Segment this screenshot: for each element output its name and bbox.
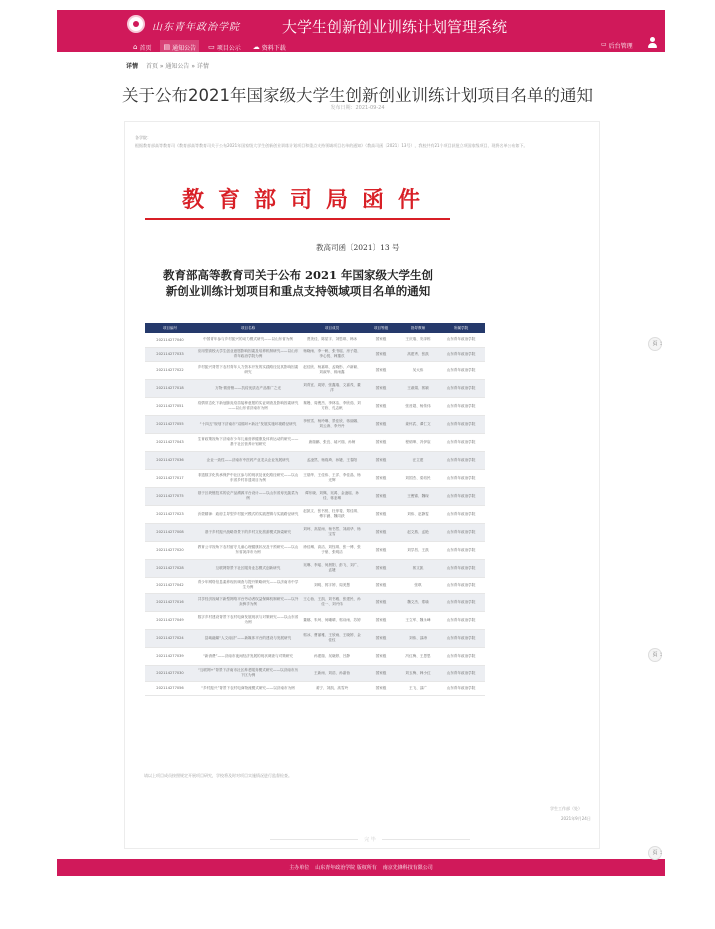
end-label: 完 毕 (364, 837, 376, 843)
table-cell: 山东青年政治学院 (437, 629, 485, 647)
table-cell: 国家级 (363, 611, 399, 629)
table-row (145, 523, 485, 541)
table-row (145, 593, 485, 611)
table-cell: 202114277056 (145, 681, 195, 695)
admin-link[interactable] (601, 41, 633, 50)
table-cell: 魏文杰、郑瑜 (399, 593, 437, 611)
table-row (145, 505, 485, 523)
page-icon[interactable]: 页 : (648, 337, 662, 351)
signature-date: 2021年9月24日 (561, 816, 591, 821)
table-cell: 国家级 (363, 559, 399, 577)
column-header: 项目等级 (363, 323, 399, 333)
table-cell: 数字乡村建设背景下农村电商发展现状与对策研究——以山东省为例 (195, 611, 301, 629)
table-cell: 刘明、郭宇婷、周美慧 (301, 577, 363, 593)
table-cell: 202114277024 (145, 629, 195, 647)
table-cell: 202114277017 (145, 469, 195, 487)
table-cell: “新消费”——济南市夜间经济发展的现状调查与对策研究 (195, 647, 301, 665)
table-cell: 202114277018 (145, 379, 195, 397)
table-cell: 山东青年政治学院 (437, 505, 485, 523)
table-cell: 共享经济视域下新型网络平台劳动者权益保障机制研究——以外卖骑手为例 (195, 593, 301, 611)
table-cell: 202114277022 (145, 361, 195, 379)
table-row (145, 611, 485, 629)
breadcrumb-path[interactable]: 首页 » 通知公告 » 详情 (145, 63, 209, 70)
table-cell: 郭冰、曹丽雅、王欣雨、王晓婷、金佳仪 (301, 629, 363, 647)
table-cell: 202114277043 (145, 433, 195, 451)
column-header: 所属学院 (437, 323, 485, 333)
project-table (145, 323, 485, 696)
table-cell: 国家级 (363, 629, 399, 647)
table-cell: 国家级 (363, 361, 399, 379)
table-cell: 徐佳琳、高洁、刘钰琪、张一博、张子豪、张明洁 (301, 541, 363, 559)
table-cell: 姜怀武、谭仁文 (399, 415, 437, 433)
table-cell: 山东青年政治学院 (437, 433, 485, 451)
document-title: 教育部高等教育司关于公布 2021 年国家级大学生创新创业训练计划项目和重点支持领域项目名单的通知 (163, 268, 434, 298)
table-cell: 山东青年政治学院 (437, 451, 485, 469)
table-cell: 张琪 (399, 577, 437, 593)
table-cell: 郭文凯 (399, 559, 437, 577)
table-cell: 山东青年政治学院 (437, 559, 485, 577)
table-cell: 互联网背景下社区服务业态模式创新研究 (195, 559, 301, 577)
table-cell: 赵佳欣、杨嘉琪、孟晓彤、卢新颖、刘淑华、蒋雨鑫 (301, 361, 363, 379)
footer-support: 南京先锋科技有限公司 (382, 865, 433, 871)
table-cell: 赵文燕、孟艳 (399, 523, 437, 541)
document-number: 教高司函〔2021〕13 号 (316, 243, 400, 252)
table-cell: 山东青年政治学院 (437, 379, 485, 397)
table-cell: 王心怡、王凯、刘书雅、张建民、孙佳一、刘兴伟 (301, 593, 363, 611)
table-cell: 国家级 (363, 487, 399, 505)
table-cell: 张晋超、杨传伟 (399, 397, 437, 415)
table-cell: 秦嫚、周俊杰、李林洁、李欣茹、刘方欣、孔志帆 (301, 397, 363, 415)
end-marker (270, 836, 470, 843)
closing-note: 请以上项目成员按照规定开展项目研究，学校将及时对项目实施情况进行监督检查。 (144, 773, 292, 778)
cloud-download-icon: ☁ (252, 43, 260, 51)
table-cell: 青少年网络信息素养现状调查与提升策略研究——以济南市中学生为例 (195, 577, 301, 593)
table-row (145, 665, 485, 681)
table-cell: 国家级 (363, 681, 399, 695)
table-cell: 202114277042 (145, 577, 195, 593)
table-cell: “互联网+”背景下济南市社区养老服务模式研究——以济南市历下区为例 (195, 665, 301, 681)
site-header (57, 10, 665, 52)
table-cell: 教育公平视角下农村留守儿童心理健康状况及干预研究——以山东省菏泽市为例 (195, 541, 301, 559)
column-header: 指导教师 (399, 323, 437, 333)
monitor-icon: ▭ (208, 43, 215, 51)
table-cell: 孙建瑞、吴晓婷、吕静 (301, 647, 363, 665)
table-row (145, 559, 485, 577)
nav-label: 通知公告 (172, 44, 197, 52)
table-cell: 刘国杰、梁培民 (399, 469, 437, 487)
table-cell: 吴琳、李瑶、何晨阳、彭飞、刘广、孟婕 (301, 559, 363, 577)
table-cell: 国家级 (363, 415, 399, 433)
table-cell: 202114277033 (145, 347, 195, 361)
table-cell: 202114277075 (145, 487, 195, 505)
table-row (145, 347, 485, 361)
table-cell: 202114277030 (145, 665, 195, 681)
table-cell: 国家级 (363, 593, 399, 611)
table-cell: 生育政策视角下济南市少年儿童营养健康及体育运动的研究——基于社区营养计划研究 (195, 433, 301, 451)
page-icon[interactable]: 页 : (648, 648, 662, 662)
table-cell: 冯红梅、王思思 (399, 647, 437, 665)
table-cell: 王淑娟、郭颖 (399, 379, 437, 397)
table-cell: “乡村振兴”背景下农村电商物流模式研究——以济南市为例 (195, 681, 301, 695)
nav-item-projects[interactable] (205, 40, 244, 54)
table-cell: 谭东晓、刘佩、吴鸿、金凌瑶、孙佳、蒋亚琳 (301, 487, 363, 505)
table-cell: 山东青年政治学院 (437, 593, 485, 611)
table-cell: 国家级 (363, 665, 399, 681)
breadcrumb (126, 61, 209, 70)
table-cell: 山东青年政治学院 (437, 347, 485, 361)
table-cell: 应用型高校大学生创业意愿影响因素及培养机制研究——以山东青年政治学院为例 (195, 347, 301, 361)
system-title: 大学生创新创业训练计划管理系统 (282, 18, 508, 36)
table-cell: 山东青年政治学院 (437, 415, 485, 433)
school-name: 山东青年政治学院 (152, 22, 240, 33)
table-cell: 山东青年政治学院 (437, 361, 485, 379)
table-cell: 202114277039 (145, 647, 195, 665)
table-cell: 县域融媒“人文南济”——新媒体平台的建设与发展研究 (195, 629, 301, 647)
table-cell: 基于区块链技术的农产品溯源平台设计——以山东省寿光蔬菜为例 (195, 487, 301, 505)
table-cell: 刘玉梅、韩小红 (399, 665, 437, 681)
table-cell: 202114277055 (145, 415, 195, 433)
breadcrumb-label: 详情 (126, 63, 139, 70)
table-cell: 李恒雪、杨玲琳、景佳欣、蒋丽娜、刘云涛、李丹丹 (301, 415, 363, 433)
table-cell: 国家级 (363, 397, 399, 415)
table-cell: 王新雨、刘浩、孙嘉怡 (301, 665, 363, 681)
table-cell: 赵凯文、张书悦、杜菲斐、郑佳琪、傅宇涵、魏同跃 (301, 505, 363, 523)
table-cell: 唐瑞鹏、张宜、郝兴瑞、孙舸 (301, 433, 363, 451)
school-logo-icon[interactable] (127, 15, 145, 33)
table-row (145, 433, 485, 451)
nav-item-home[interactable] (130, 40, 154, 54)
table-cell: 王庆瑞、安泽栋 (399, 333, 437, 347)
table-cell: 贾美佳、陈星宇、刘思琪、韩冰 (301, 333, 363, 347)
nav-item-notices[interactable] (160, 40, 199, 54)
table-cell: 孟凌然、杨珑琦、孙婕、王春阳 (301, 451, 363, 469)
article-title: 关于公布2021年国家级大学生创新创业训练计划项目名单的通知 (122, 86, 593, 105)
table-cell: 山东青年政治学院 (437, 523, 485, 541)
table-cell: 中国青年参与乡村振兴的动力模式研究——以山东省为例 (195, 333, 301, 347)
table-cell: “十四五”规划下济南市“双循环+新社”发展实施环境路径研究 (195, 415, 301, 433)
table-cell: 国家级 (363, 541, 399, 559)
salutation: 各学院： (135, 135, 151, 140)
table-cell: 企业一致性——济南市中医药产业龙头企业发展研究 (195, 451, 301, 469)
page-icon[interactable]: 页 : (648, 846, 662, 860)
table-cell: 山东青年政治学院 (437, 487, 485, 505)
table-row (145, 541, 485, 559)
table-cell: 山东青年政治学院 (437, 681, 485, 695)
table-cell: 疫情常态化下新冠肺炎疫苗接种意愿的实证调查及影响因素研究——以山东省济南市为例 (195, 397, 301, 415)
table-cell: 汪立建 (399, 451, 437, 469)
table-cell: 王立军、魏永峰 (399, 611, 437, 629)
table-row (145, 629, 485, 647)
site-footer (57, 859, 665, 876)
table-cell: 山东青年政治学院 (437, 665, 485, 681)
table-cell: 山东青年政治学院 (437, 541, 485, 559)
column-header: 项目成员 (301, 323, 363, 333)
letterhead: 教育部司局函件 (182, 187, 435, 213)
footer-host-name: 山东青年政治学院 版权所有 (315, 865, 377, 871)
table-cell: 202114277008 (145, 523, 195, 541)
table-row (145, 379, 485, 397)
table-cell: 国家级 (363, 505, 399, 523)
table-cell: 山东青年政治学院 (437, 469, 485, 487)
footer-host-label: 主办单位 (289, 865, 310, 871)
table-cell: 202114277051 (145, 397, 195, 415)
nav-label: 资料下载 (261, 44, 286, 52)
table-cell: 国家级 (363, 469, 399, 487)
table-cell: 202114277023 (145, 505, 195, 523)
table-cell: 程炳坤、冯伊宸 (399, 433, 437, 451)
document-icon: ▤ (163, 43, 171, 51)
table-cell: 刘珂、高星雨、杨书然、刘淑华、杨宝雪 (301, 523, 363, 541)
table-cell: 王飞、邵广 (399, 681, 437, 695)
table-cell: 乡村振兴背景下农村青年人力资本开发的实践路径及其影响因素研究 (195, 361, 301, 379)
table-cell: 202114277020 (145, 541, 195, 559)
table-cell: 王俊锦、魏琛 (399, 487, 437, 505)
table-cell: 国家级 (363, 647, 399, 665)
table-cell: 刘学昌、王凯 (399, 541, 437, 559)
table-cell: 山东青年政治学院 (437, 647, 485, 665)
table-row (145, 361, 485, 379)
table-cell: 刘伟、邵涛 (399, 629, 437, 647)
nav-label: 首页 (139, 44, 152, 52)
table-cell: 国家级 (363, 379, 399, 397)
publish-date: 发布日期：2021-09-24 (330, 105, 385, 111)
table-cell: 杨晓雨、李一帆、张书瑶、房子超、李心悦、韩蕙苡 (301, 347, 363, 361)
table-row (145, 487, 485, 505)
table-row (145, 333, 485, 347)
monitor-icon: ▭ (601, 41, 607, 48)
table-cell: 国家级 (363, 347, 399, 361)
admin-label: 后台管理 (608, 43, 633, 50)
divider (382, 839, 470, 840)
table-cell: 山东青年政治学院 (437, 333, 485, 347)
table-cell: 202114277036 (145, 451, 195, 469)
table-cell: 国家级 (363, 523, 399, 541)
table-header-row (145, 323, 485, 333)
table-cell: 刘伟、赵静雯 (399, 505, 437, 523)
table-cell: 202114277040 (145, 333, 195, 347)
table-cell: 山东青年政治学院 (437, 611, 485, 629)
table-row (145, 647, 485, 665)
intro-paragraph: 根据教育部高等教育司《教育部高等教育司关于公布2021年国家级大学生创新创业训练计划项目和重点支持领域项目名单的通知》（教高司函〔2021〕13号），我校共有21个项目获批立项国家级项目，现将名单公布如下。 (135, 143, 528, 148)
table-cell: 国家级 (363, 433, 399, 451)
divider (270, 839, 358, 840)
nav-label: 项目公示 (216, 44, 241, 52)
table-cell: 吴大伟 (399, 361, 437, 379)
main-nav (130, 40, 289, 54)
table-row (145, 451, 485, 469)
table-cell: 山东青年政治学院 (437, 397, 485, 415)
table-cell: 王瑞华、王佳伟、王洋、李佳晶、杨光辉 (301, 469, 363, 487)
table-cell: 国家级 (363, 451, 399, 469)
signature-org: 学生工作部（处） (550, 806, 582, 811)
table-cell: 国家级 (363, 577, 399, 593)
table-row (145, 415, 485, 433)
table-cell: 高建秀、张凯 (399, 347, 437, 361)
table-cell: 202114277049 (145, 611, 195, 629)
table-cell: 山东青年政治学院 (437, 577, 485, 593)
table-cell: 姜宁、刘凯、高雪玲 (301, 681, 363, 695)
table-cell: 202114277028 (145, 559, 195, 577)
nav-item-downloads[interactable] (250, 40, 289, 54)
table-cell: 董娜、朱珂、何曦晴、郭诗雨、苏婷 (301, 611, 363, 629)
table-row (145, 469, 485, 487)
table-cell: 202114277016 (145, 593, 195, 611)
column-header: 项目编号 (145, 323, 195, 333)
home-icon: ⌂ (133, 43, 138, 51)
user-icon[interactable] (647, 37, 657, 49)
table-row (145, 577, 485, 593)
table-cell: 刘青宜、周婷、张鑫瑞、文嘉茂、董洋 (301, 379, 363, 397)
table-cell: 沂蒙精神：政府主导型乡村振兴模式的实践逻辑与实践路径研究 (195, 505, 301, 523)
table-row (145, 397, 485, 415)
column-header: 项目名称 (195, 323, 301, 333)
table-cell: 万物·微营销——抗疫优质农产品推广之光 (195, 379, 301, 397)
letterhead-rule (145, 218, 450, 220)
table-row (145, 681, 485, 695)
table-cell: 国家级 (363, 333, 399, 347)
table-cell: 基于乡村振兴战略背景下的乡村文化旅游模式探索研究 (195, 523, 301, 541)
table-cell: 非遗数字化传承保护中社区参与的现状及优化路径研究——以山东省乡村非遗项目为例 (195, 469, 301, 487)
